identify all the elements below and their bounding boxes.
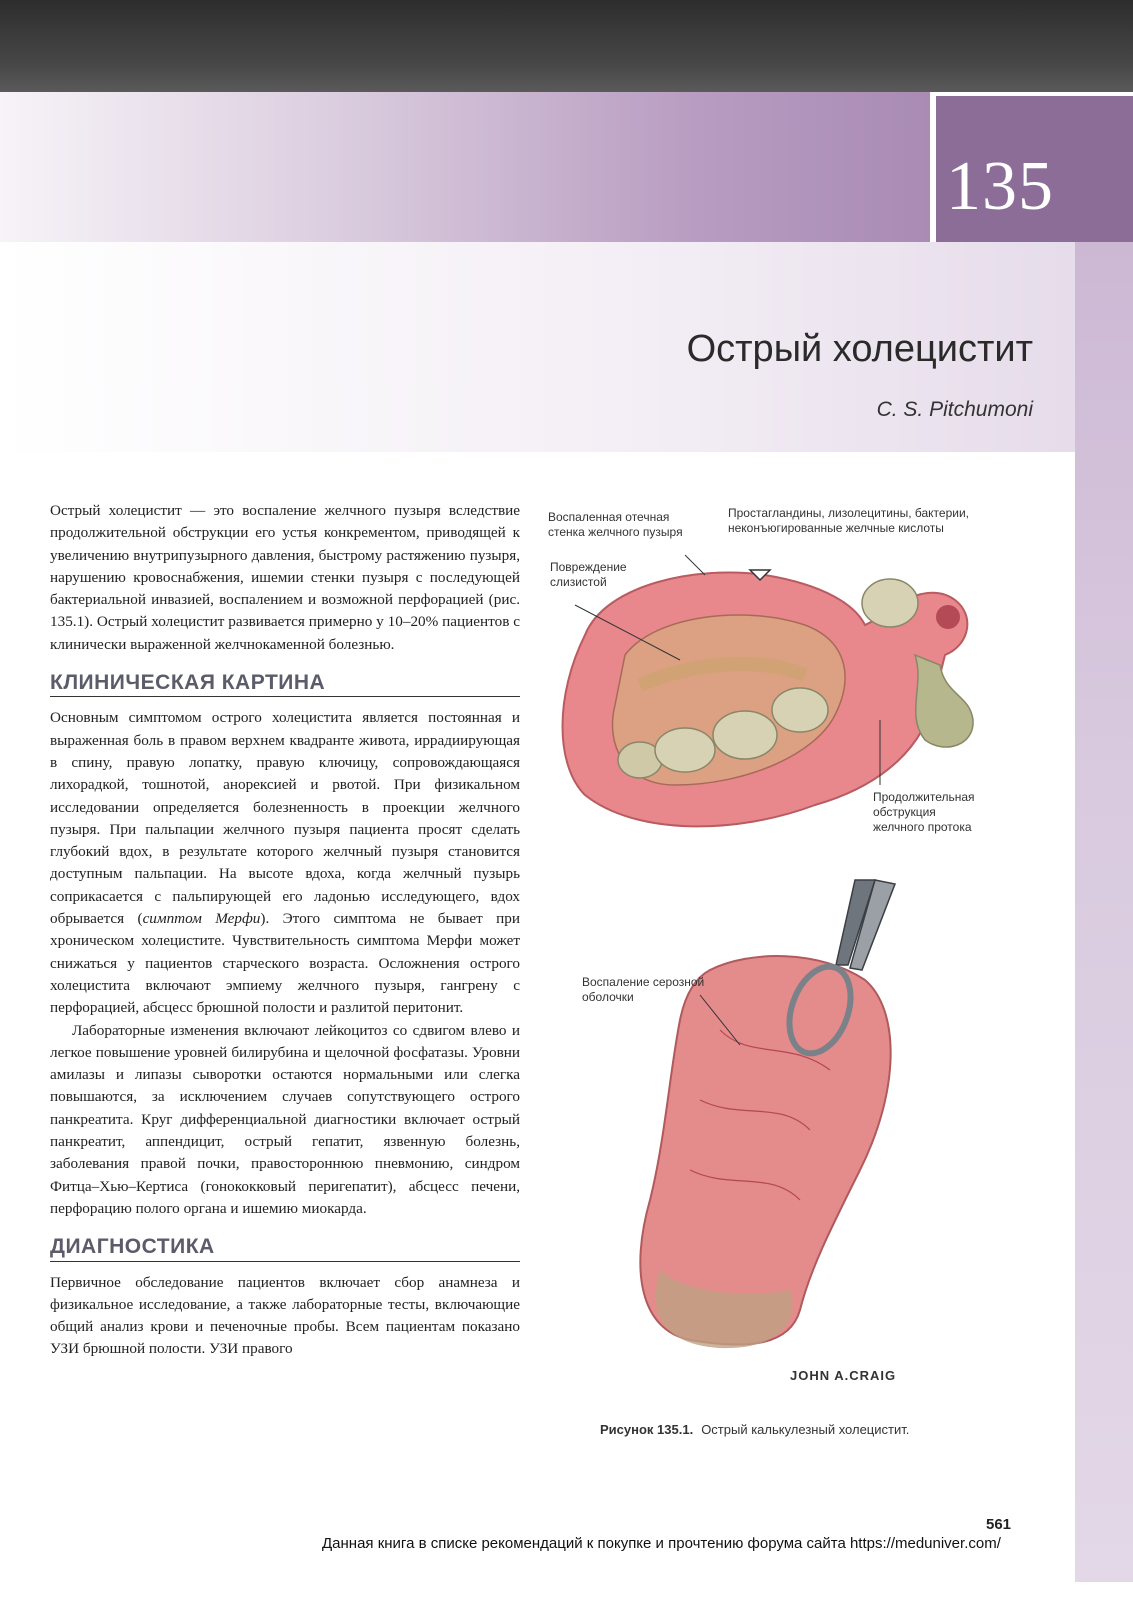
caption-text: Острый калькулезный холецистит. xyxy=(701,1422,910,1437)
scan-border xyxy=(0,0,1133,92)
murphy-sign-term: симптом Мерфи xyxy=(142,910,261,928)
clinical-paragraph-1: Основным симптомом острого холецистита является постоянная и выраженная боль в правом верхнем квадранте живота, иррадиирующая в спину, правую лопатку, правую ключицу, сопровождающаяся лихорадкой, тошнотой, анорексией и рвотой. При физикальном исследовании определяется болезненность в проекции желчного пузыря. При пальпации желчного пузыря пациента просят сделать глубокий вдох, в результате которого желчный пузыря становится доступным пальпации. На высоте вдоха, когда желчный пузырь соприкасается с пальпирующей его ладонью исследующего, вдох обрывается (симптом Мерфи). Этого симптома не бывает при хроническом холецистите. Чувствительность симптома Мерфи может снижаться у пациентов старческого возраста. Осложнения острого холецистита включают эмпиему желчного пузыря, гангрену с перфорацией, абсцесс брюшной полости и разлитой перитонит. xyxy=(50,709,520,1017)
label-duct-obstruction: Продолжительная обструкция желчного протока xyxy=(873,790,975,834)
gallbladder-serosa-illustration xyxy=(600,870,940,1360)
section-heading-diagnostics: ДИАГНОСТИКА xyxy=(50,1236,520,1261)
footer-note: Данная книга в списке рекомендаций к покупке и прочтению форума сайта https://meduniver.com/ xyxy=(322,1535,1001,1552)
intro-paragraph: Острый холецистит — это воспаление желчного пузыря вследствие продолжительной обструкции его устья конкрементом, приводящей к увеличению внутрипузырного давления, быстрому растяжению пузыря, нарушению кровоснабжения, ишемии стенки пузыря с последующей бактериальной инвазией, воспалением и возможной перфорацией (рис. 135.1). Острый холецистит развивается примерно у 10–20% пациентов с клинически выраженной желчнокаменной болезнью. xyxy=(50,502,520,653)
page-edge-strip xyxy=(1075,242,1133,1582)
chapter-title: Острый холецистит xyxy=(686,328,1033,370)
figure-caption xyxy=(600,1422,909,1437)
chapter-author: C. S. Pitchumoni xyxy=(876,398,1033,421)
caption-number: Рисунок 135.1. xyxy=(600,1422,694,1437)
chapter-header-band xyxy=(0,92,930,242)
clinical-paragraph-2: Лабораторные изменения включают лейкоцитоз со сдвигом влево и легкое повышение уровней билирубина и щелочной фосфатазы. Уровни амилазы и липазы сыворотки остаются нормальными или слегка повышаются, за исключением случаев сопутствующего острого панкреатита. Круг дифференциальной диагностики включает острый панкреатит, аппендицит, острый гепатит, язвенную болезнь, заболевания правой почки, правостороннюю пневмонию, синдром Фитца–Хью–Кертиса (гонококковый перигепатит), абсцесс печени, перфорацию полого органа и ишемию миокарда. xyxy=(50,1021,520,1217)
diagnostics-paragraph-1: Первичное обследование пациентов включает сбор анамнеза и физикальное исследование, а также лабораторные тесты, включающие общий анализ крови и печеночные пробы. Всем пациентам показано УЗИ брюшной полости. УЗИ правого xyxy=(50,1273,520,1358)
chapter-number: 135 xyxy=(946,148,1054,225)
text-column xyxy=(50,500,520,1361)
label-mediators: Простагландины, лизолецитины, бактерии, неконъюгированные желчные кислоты xyxy=(728,506,970,535)
label-serosa-inflammation: Воспаление серозной оболочки xyxy=(582,975,705,1004)
artist-signature: JOHN A.CRAIG xyxy=(790,1368,897,1383)
section-heading-clinical: КЛИНИЧЕСКАЯ КАРТИНА xyxy=(50,672,520,697)
label-inflamed-wall: Воспаленная отечная стенка желчного пузыря xyxy=(548,510,683,539)
page-number: 561 xyxy=(986,1516,1012,1533)
label-mucosa-damage: Повреждение слизистой xyxy=(550,560,627,589)
